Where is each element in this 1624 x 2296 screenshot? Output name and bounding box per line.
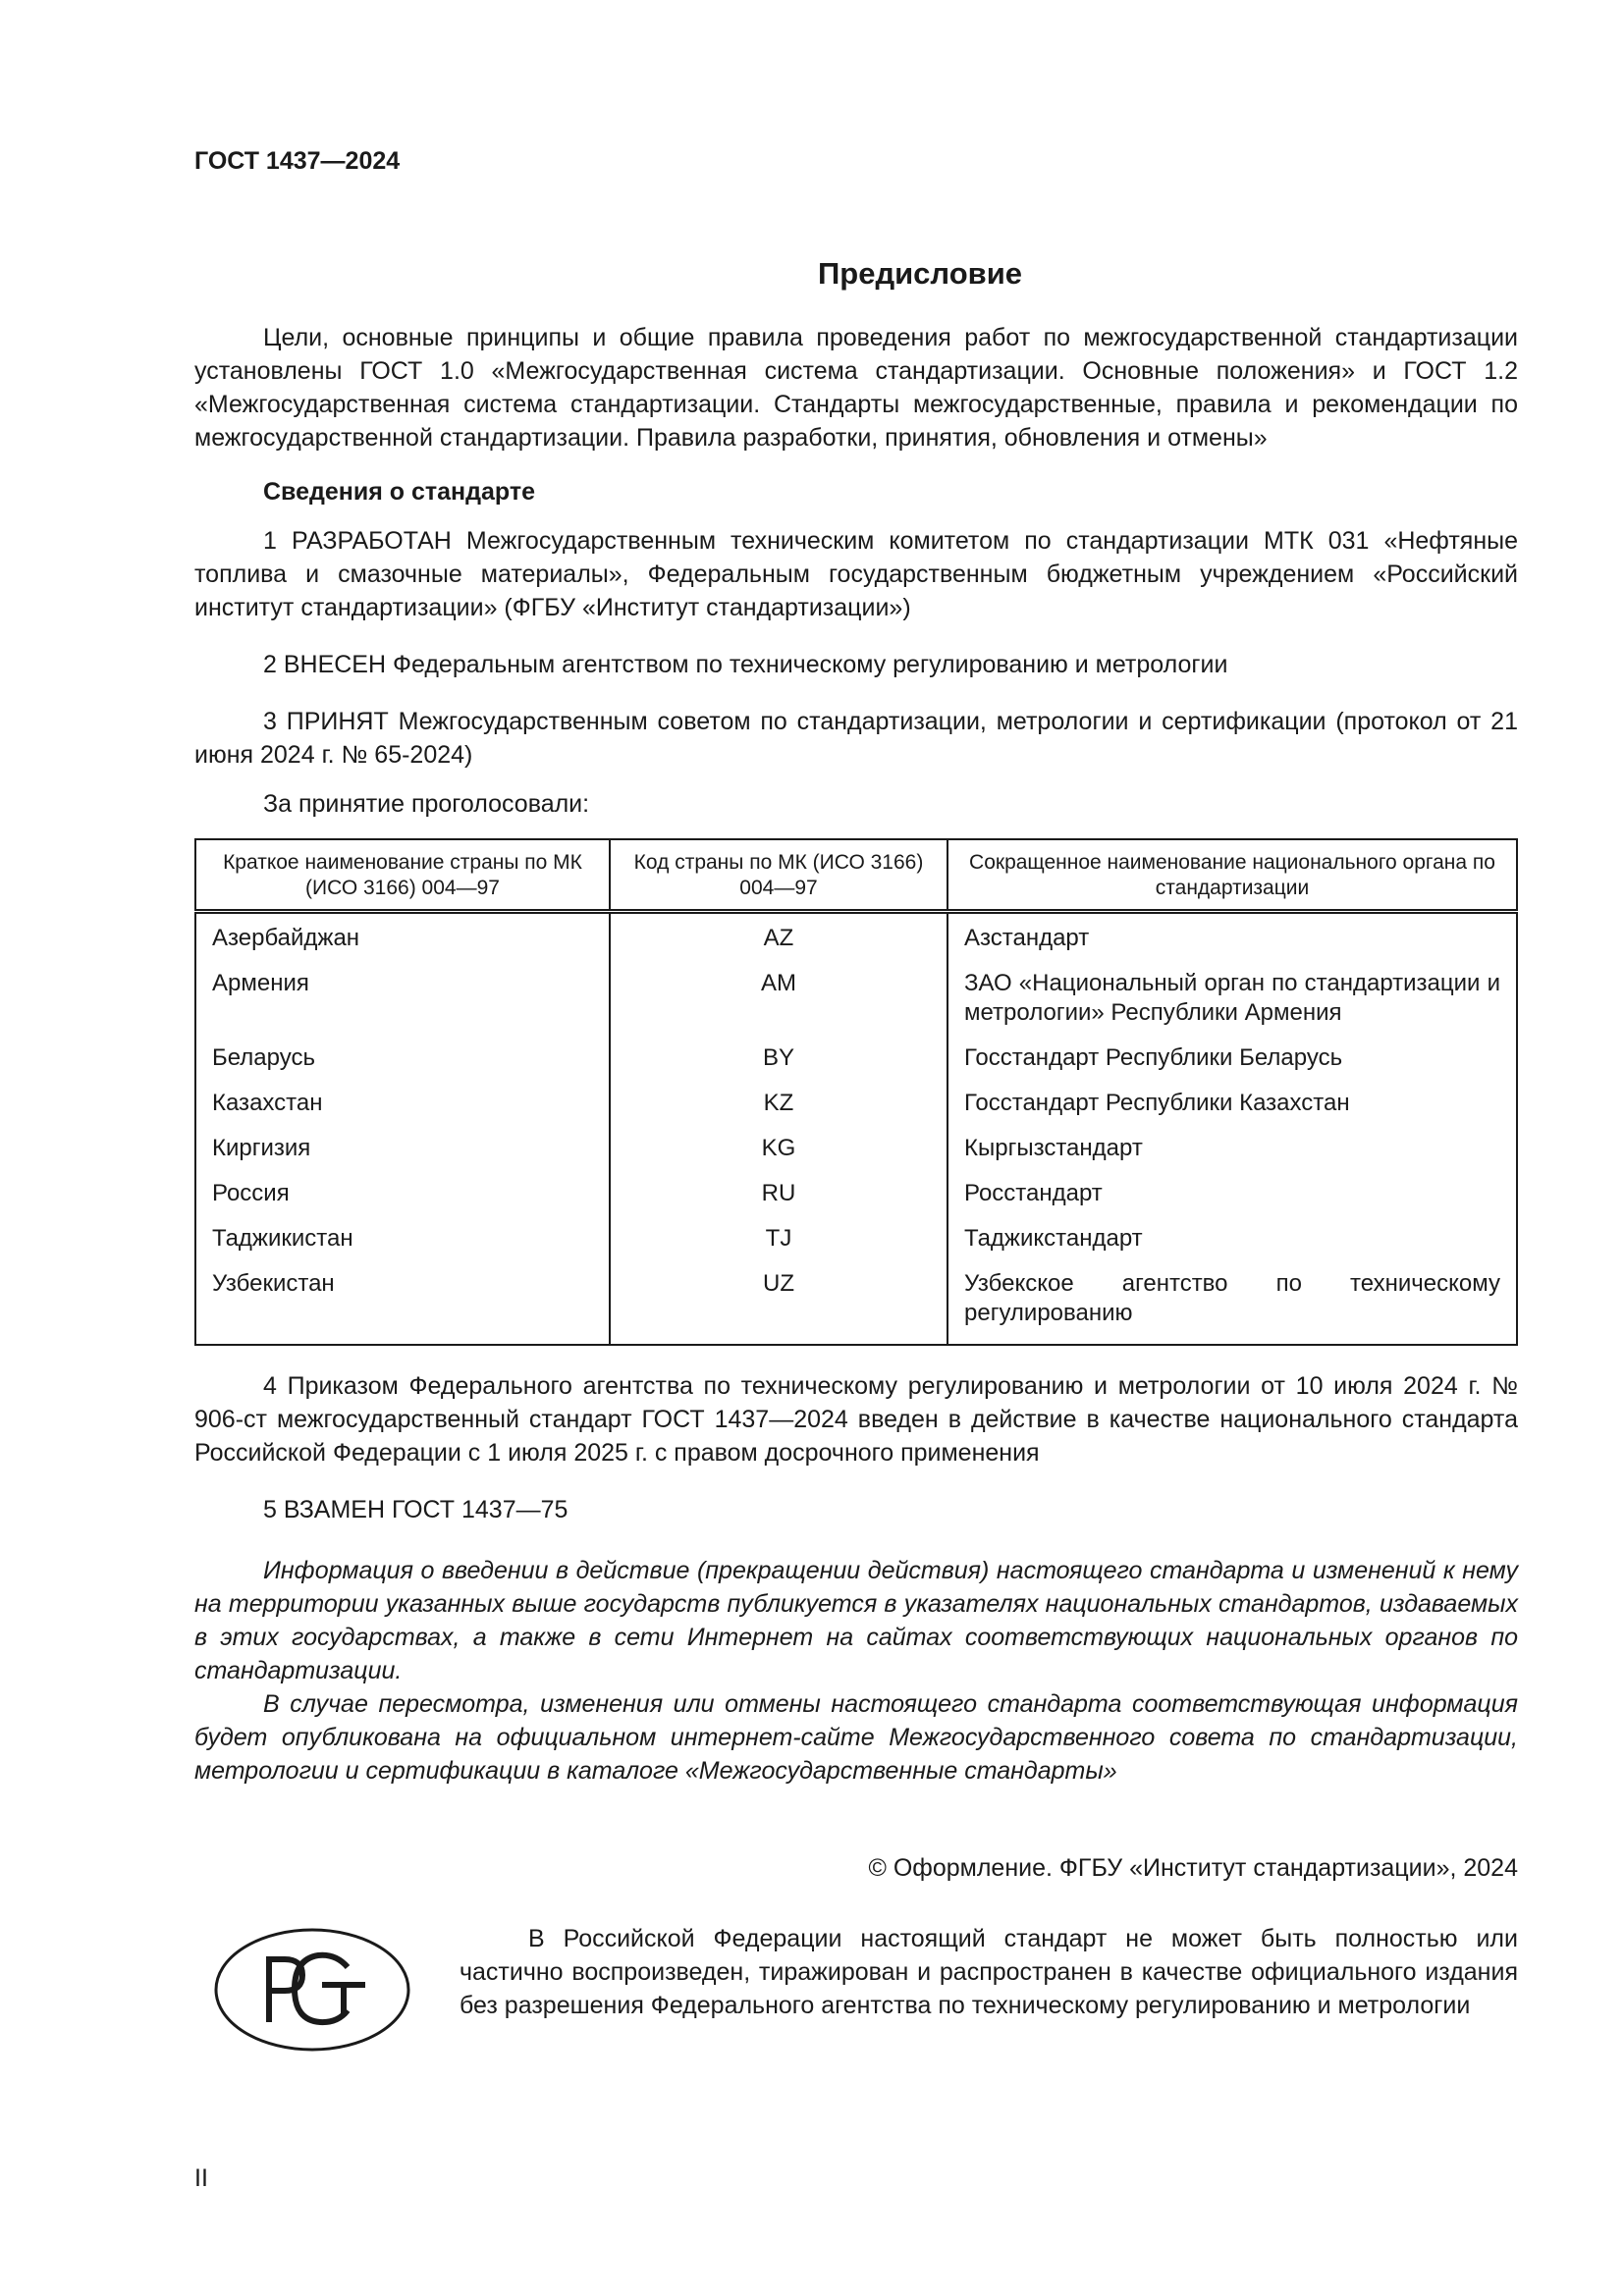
table-row bbox=[195, 1173, 1517, 1218]
country-name: Россия bbox=[195, 1173, 610, 1218]
country-code: RU bbox=[610, 1173, 947, 1218]
table-row bbox=[195, 912, 1517, 964]
table-row bbox=[195, 1038, 1517, 1083]
page-title: Предисловие bbox=[817, 256, 1022, 291]
table-header-row bbox=[195, 839, 1517, 912]
standards-body: Росстандарт bbox=[964, 1180, 1103, 1206]
document-code: ГОСТ 1437—2024 bbox=[194, 147, 401, 175]
item-replaces: 5 ВЗАМЕН ГОСТ 1437—75 bbox=[263, 1496, 568, 1523]
info-paragraph-revision: В случае пересмотра, изменения или отмены настоящего стандарта соответствующая информация будет опубликована на официальном интернет-сайте Межгосударственного совета по стандартизации, метрологии и сертификации в каталоге «Межгосударственные стандарты» bbox=[194, 1690, 1518, 1785]
standards-body: ЗАО «Национальный орган по стандартизации и метрологии» Республики Армения bbox=[964, 970, 1500, 1026]
country-code: UZ bbox=[610, 1263, 947, 1345]
country-name: Азербайджан bbox=[195, 912, 610, 964]
header-body: Сокращенное наименование национального органа по стандартизации bbox=[947, 839, 1517, 912]
standards-body: Госстандарт Республики Беларусь bbox=[964, 1044, 1343, 1071]
item-introduced: 2 ВНЕСЕН Федеральным агентством по техническому регулированию и метрологии bbox=[263, 651, 1228, 678]
member-states-table bbox=[194, 838, 1518, 1346]
copyright-notice bbox=[460, 1922, 1518, 2022]
header-code: Код страны по МК (ИСО 3166) 004—97 bbox=[610, 839, 947, 912]
standards-body: Узбекское агентство по техническому регулированию bbox=[964, 1270, 1500, 1326]
country-name: Армения bbox=[195, 963, 610, 1038]
document-page bbox=[194, 147, 1518, 2059]
country-name: Узбекистан bbox=[195, 1263, 610, 1345]
country-code: KG bbox=[610, 1128, 947, 1173]
header-country: Краткое наименование страны по МК (ИСО 3166) 004—97 bbox=[195, 839, 610, 912]
country-name: Казахстан bbox=[195, 1083, 610, 1128]
item-order: 4 Приказом Федерального агентства по техническому регулированию и метрологии от 10 июля 2024 г. № 906-ст межгосударственный стандарт ГОСТ 1437—2024 введен в действие в качестве национального стандарта Российской Федерации с 1 июля 2025 г. с правом досрочного применения bbox=[194, 1372, 1518, 1467]
info-heading: Сведения о стандарте bbox=[263, 478, 536, 506]
copyright-notice-text: В Российской Федерации настоящий стандарт не может быть полностью или частично воспроизведен, тиражирован и распространен в качестве официального издания без разрешения Федерального агентства по техническому регулированию и метрологии bbox=[460, 1925, 1518, 2019]
country-code: TJ bbox=[610, 1218, 947, 1263]
page-number: II bbox=[194, 2164, 208, 2192]
standards-body: Кыргызстандарт bbox=[964, 1135, 1143, 1161]
item-developed: 1 РАЗРАБОТАН Межгосударственным техническим комитетом по стандартизации МТК 031 «Нефтяные топлива и смазочные материалы», Федеральным государственным бюджетным учреждением «Российский институт стандартизации» (ФГБУ «Институт стандартизации») bbox=[194, 527, 1518, 621]
country-code: BY bbox=[610, 1038, 947, 1083]
table-row bbox=[195, 1218, 1517, 1263]
country-name: Беларусь bbox=[195, 1038, 610, 1083]
info-paragraph-publication: Информация о введении в действие (прекращении действия) настоящего стандарта и изменений к нему на территории указанных выше государств публикуется в указателях национальных стандартов, издаваемых в этих государствах, а также в сети Интернет на сайтах соответствующих национальных органов по стандартизации. bbox=[194, 1557, 1518, 1684]
standards-body: Госстандарт Республики Казахстан bbox=[964, 1090, 1350, 1116]
table-row bbox=[195, 1263, 1517, 1345]
country-code: KZ bbox=[610, 1083, 947, 1128]
intro-paragraph: Цели, основные принципы и общие правила проведения работ по межгосударственной стандартизации установлены ГОСТ 1.0 «Межгосударственная система стандартизации. Основные положения» и ГОСТ 1.2 «Межгосударственная система стандартизации. Стандарты межгосударственные, правила и рекомендации по межгосударственной стандартизации. Правила разработки, принятия, обновления и отмены» bbox=[194, 324, 1518, 452]
country-name: Таджикистан bbox=[195, 1218, 610, 1263]
country-code: AZ bbox=[610, 912, 947, 964]
standards-body: Азстандарт bbox=[964, 925, 1090, 951]
country-code: AM bbox=[610, 963, 947, 1038]
copyright-line: © Оформление. ФГБУ «Институт стандартизации», 2024 bbox=[868, 1854, 1518, 1882]
table-row bbox=[195, 1083, 1517, 1128]
rst-certification-logo bbox=[212, 1926, 412, 2054]
country-name: Киргизия bbox=[195, 1128, 610, 1173]
voted-label: За принятие проголосовали: bbox=[263, 790, 590, 818]
table-row bbox=[195, 1128, 1517, 1173]
footer-block bbox=[194, 1922, 1518, 2059]
table-row bbox=[195, 963, 1517, 1038]
standards-body: Таджикстандарт bbox=[964, 1225, 1143, 1252]
item-adopted: 3 ПРИНЯТ Межгосударственным советом по стандартизации, метрологии и сертификации (протокол от 21 июня 2024 г. № 65-2024) bbox=[194, 708, 1518, 769]
